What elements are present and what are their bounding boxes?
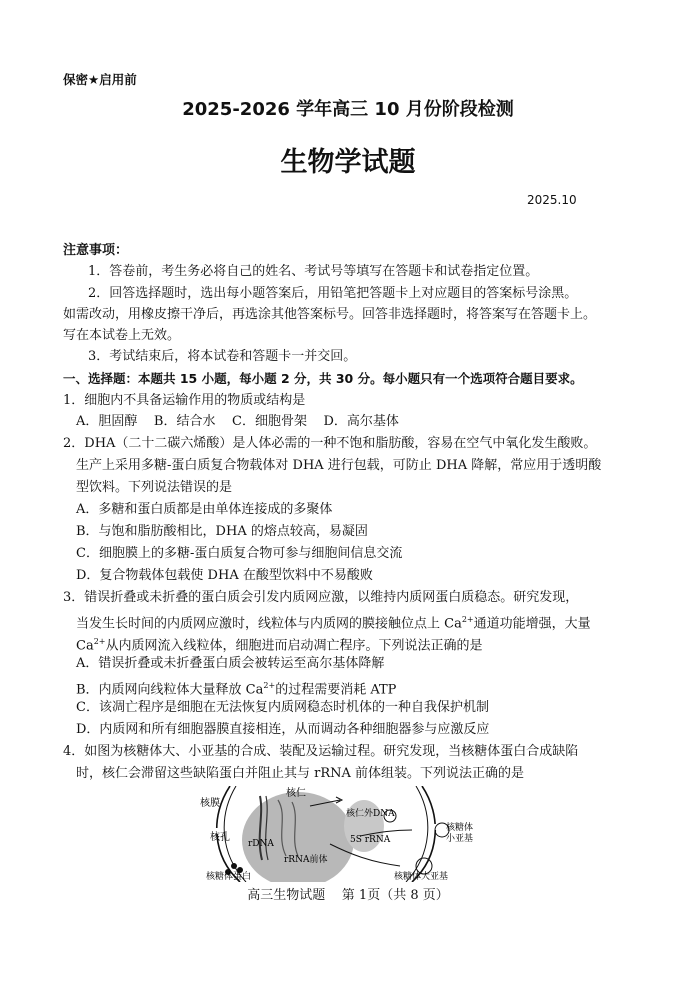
ribosome-assembly-diagram <box>190 786 520 882</box>
q3-stem-line-1: 3．错误折叠或未折叠的蛋白质会引发内质网应激，以维持内质网蛋白质稳态。研究发现， <box>63 590 579 605</box>
label-small-subunit-line-2: 小亚基 <box>446 834 474 844</box>
q3-sup-1: 2+ <box>461 615 474 624</box>
notice-item-3: 3．考试结束后，将本试卷和答题卡一并交回。 <box>88 349 357 364</box>
label-nuclear-membrane: 核膜 <box>200 798 220 809</box>
section-1-title: 一、选择题：本题共 15 小题，每小题 2 分，共 30 分。每小题只有一个选项符合题目要求。 <box>63 371 583 386</box>
notice-item-2-line-2: 如需改动，用橡皮擦干净后，再选涂其他答案标号。回答非选择题时，将答案写在答题卡上。 <box>63 307 597 322</box>
page-footer: 高三生物试题 第 1页（共 8 页） <box>247 888 449 903</box>
q3-stem-line-2 <box>76 610 591 634</box>
ribosomal-protein-dot-1 <box>231 863 237 869</box>
q1-stem: 1．细胞内不具备运输作用的物质或结构是 <box>63 393 306 408</box>
q3-sup-2: 2+ <box>93 637 106 646</box>
notice-title: 注意事项： <box>63 243 129 258</box>
subject-title: 生物学试题 <box>280 147 416 178</box>
q3-option-d: D．内质网和所有细胞器膜直接相连，从而调动各种细胞器参与应激反应 <box>76 722 490 737</box>
q2-stem-line-2: 生产上采用多糖-蛋白质复合物载体对 DHA 进行包载，可防止 DHA 降解，常应用于透明酸 <box>76 458 602 473</box>
q3-stem-line-3-a: Ca <box>76 638 94 654</box>
q2-option-a: A．多糖和蛋白质都是由单体连接成的多聚体 <box>76 502 333 517</box>
q3-option-b <box>76 676 396 700</box>
q1-options: A．胆固醇 B．结合水 C．细胞骨架 D．高尔基体 <box>76 414 399 429</box>
notice-item-2-line-3: 写在本试卷上无效。 <box>63 328 181 343</box>
notice-item-1: 1．答卷前，考生务必将自己的姓名、考试号等填写在答题卡和试卷指定位置。 <box>88 264 539 279</box>
exam-date: 2025.10 <box>527 193 577 207</box>
q2-option-d: D．复合物载体包载使 DHA 在酸型饮料中不易酸败 <box>76 568 373 583</box>
notice-item-2-line-1: 2．回答选择题时，选出每小题答案后，用铅笔把答题卡上对应题目的答案标号涂黑。 <box>88 286 578 301</box>
exam-title: 2025-2026 学年高三 10 月份阶段检测 <box>182 99 514 120</box>
label-outside-nucleolus-dna: 核仁外DNA <box>346 809 395 819</box>
label-nuclear-pore: 核孔 <box>210 832 230 843</box>
nucleolus-region <box>242 792 354 882</box>
label-large-subunit: 核糖体大亚基 <box>394 872 449 882</box>
q3-stem-line-3-b: 从内质网流入线粒体，细胞进而启动凋亡程序。下列说法正确的是 <box>105 638 483 654</box>
q3-option-c: C．该凋亡程序是细胞在无法恢复内质网稳态时机体的一种自我保护机制 <box>76 700 489 715</box>
q4-stem-line-2: 时，核仁会滞留这些缺陷蛋白并阻止其与 rRNA 前体组装。下列说法正确的是 <box>76 766 525 781</box>
label-rdna: rDNA <box>248 839 274 849</box>
q3-option-b-a: B．内质网向线粒体大量释放 Ca <box>76 682 264 698</box>
q3-stem-line-3 <box>76 632 483 656</box>
confidential-label: 保密★启用前 <box>63 72 137 87</box>
label-small-subunit-line-1: 核糖体 <box>446 823 474 833</box>
label-nucleolus: 核仁 <box>286 788 306 799</box>
q3-sup-3: 2+ <box>263 681 276 690</box>
label-rrna-precursor: rRNA前体 <box>284 855 328 865</box>
label-5s-rrna: 5S rRNA <box>350 835 391 845</box>
q2-option-c: C．细胞膜上的多糖-蛋白质复合物可参与细胞间信息交流 <box>76 546 403 561</box>
q3-option-b-b: 的过程需要消耗 ATP <box>275 682 397 698</box>
q3-stem-line-2-b: 通道功能增强，大量 <box>473 616 591 632</box>
q2-stem-line-1: 2．DHA（二十二碳六烯酸）是人体必需的一种不饱和脂肪酸，容易在空气中氧化发生酸败。 <box>63 436 597 451</box>
q3-option-a: A．错误折叠或未折叠蛋白质会被转运至高尔基体降解 <box>76 656 385 671</box>
q3-stem-line-2-a: 当发生长时间的内质网应激时，线粒体与内质网的膜接触位点上 Ca <box>76 616 462 632</box>
q2-option-b: B．与饱和脂肪酸相比，DHA 的熔点较高，易凝固 <box>76 524 368 539</box>
label-ribosomal-protein: 核糖体蛋白 <box>206 872 252 882</box>
q2-stem-line-3: 型饮料。下列说法错误的是 <box>76 480 233 495</box>
q4-stem-line-1: 4．如图为核糖体大、小亚基的合成、装配及运输过程。研究发现，当核糖体蛋白合成缺陷 <box>63 744 579 759</box>
